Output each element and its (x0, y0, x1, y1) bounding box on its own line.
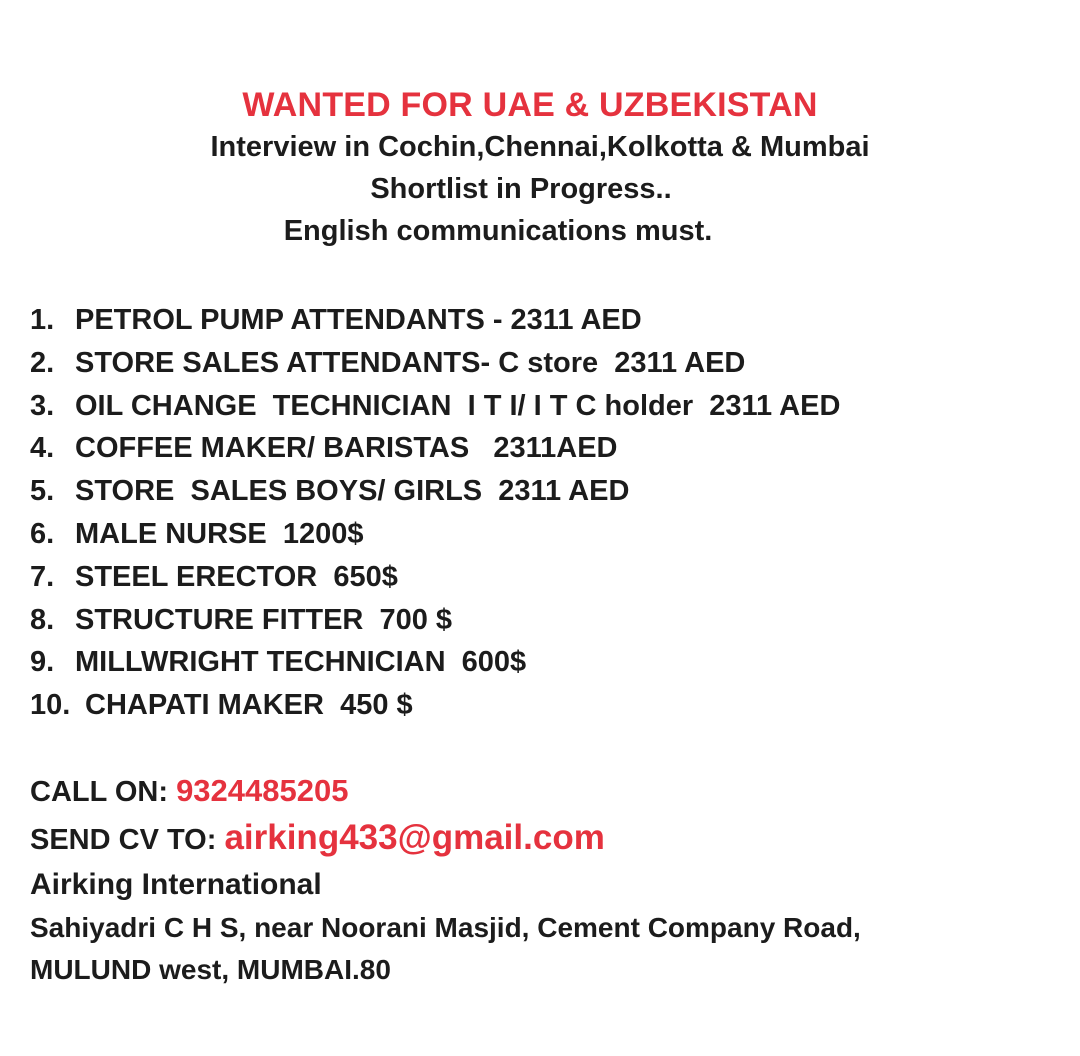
call-line (30, 768, 861, 815)
header-block (0, 84, 1080, 252)
job-item (30, 684, 840, 727)
cv-label: SEND CV TO: (30, 824, 225, 856)
phone-number[interactable]: 9324485205 (176, 773, 349, 808)
contact-block (30, 768, 861, 991)
job-text: STEEL ERECTOR 650$ (75, 560, 398, 593)
job-number: 6. (30, 517, 55, 550)
job-number: 9. (30, 646, 55, 679)
call-label: CALL ON: (30, 776, 177, 808)
job-number: 7. (30, 560, 55, 593)
job-text: PETROL PUMP ATTENDANTS - 2311 AED (75, 304, 642, 336)
job-number: 4. (30, 432, 55, 465)
job-item (30, 385, 840, 428)
address-line-1: Sahiyadri C H S, near Noorani Masjid, Cement Company Road, (30, 912, 861, 943)
job-text: STORE SALES ATTENDANTS- C store 2311 AED (75, 346, 746, 379)
job-text: MALE NURSE 1200$ (75, 517, 364, 550)
job-item (30, 556, 840, 599)
job-number: 8. (30, 603, 55, 636)
job-item (30, 427, 840, 470)
shortlist-status: Shortlist in Progress.. (370, 173, 672, 205)
job-text: STRUCTURE FITTER 700 $ (75, 603, 453, 636)
language-requirement: English communications must. (283, 215, 713, 247)
job-number: 10. (30, 689, 71, 722)
job-text: OIL CHANGE TECHNICIAN I T I/ I T C holder 2311 AED (75, 389, 841, 422)
job-number: 3. (30, 389, 55, 422)
job-text: MILLWRIGHT TECHNICIAN 600$ (75, 646, 527, 679)
job-number: 1. (30, 304, 55, 336)
job-text: STORE SALES BOYS/ GIRLS 2311 AED (75, 475, 630, 508)
address-line-2: MULUND west, MUMBAI.80 (30, 954, 391, 985)
company-name: Airking International (30, 868, 322, 901)
interview-locations: Interview in Cochin,Chennai,Kolkotta & Mumbai (210, 131, 870, 163)
job-list (30, 299, 840, 727)
job-number: 5. (30, 475, 55, 508)
job-text: CHAPATI MAKER 450 $ (85, 689, 413, 722)
cv-line (30, 815, 861, 863)
job-item (30, 470, 840, 513)
headline: WANTED FOR UAE & UZBEKISTAN (242, 86, 818, 124)
job-text: COFFEE MAKER/ BARISTAS 2311AED (75, 432, 618, 465)
email-address[interactable]: airking433@gmail.com (224, 818, 605, 857)
job-item (30, 599, 840, 642)
job-number: 2. (30, 346, 55, 379)
job-item (30, 641, 840, 684)
job-item (30, 513, 840, 556)
job-item (30, 342, 840, 385)
job-item (30, 299, 840, 342)
